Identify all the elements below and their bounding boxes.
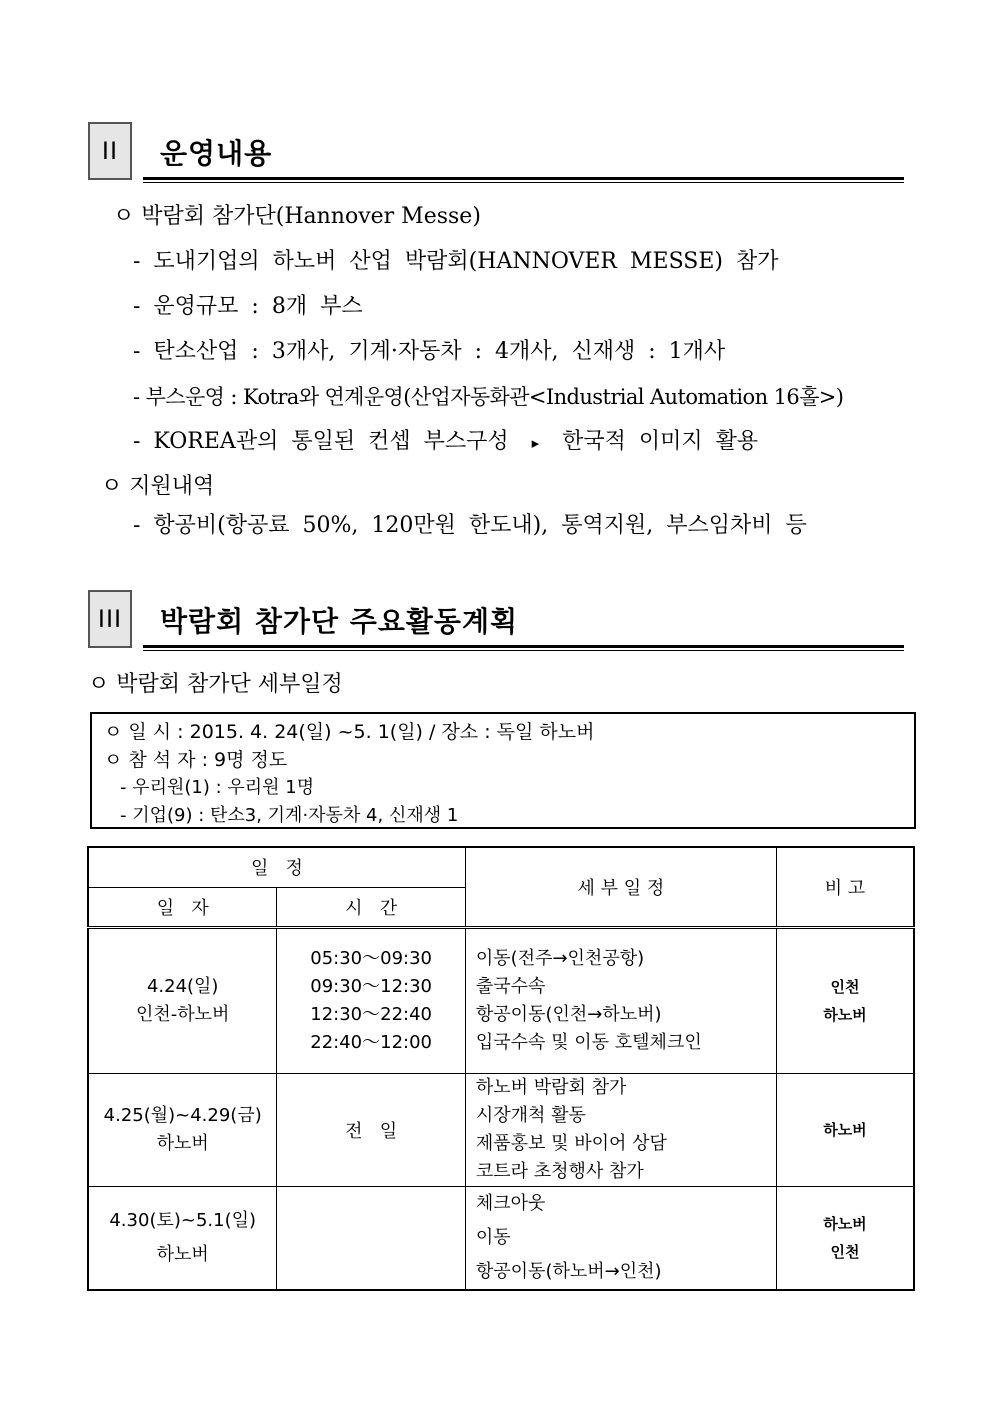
summary-institute: - 우리원(1) : 우리원 1명 <box>120 777 315 798</box>
item-participation: - 도내기업의 하노버 산업 박람회(HANNOVER MESSE) 참가 <box>133 249 779 274</box>
section-number: III <box>88 590 132 648</box>
section-title: 박람회 참가단 주요활동계획 <box>160 605 519 638</box>
table-row <box>88 1073 914 1186</box>
item-industries: - 탄소산업 : 3개사, 기계·자동차 : 4개사, 신재생 : 1개사 <box>133 339 726 364</box>
row-detail: 체크아웃 이동 항공이동(하노버→인천) <box>465 1186 776 1290</box>
bullet-support: ㅇ 지원내역 <box>101 474 215 499</box>
section-title: 운영내용 <box>160 137 273 170</box>
bullet-exhibition-team: ㅇ 박람회 참가단(Hannover Messe) <box>113 204 481 229</box>
section-divider <box>143 177 904 183</box>
row-detail: 하노버 박람회 참가 시장개척 활동 제품홍보 및 바이어 상담 코트라 초청행사 참가 <box>465 1073 776 1186</box>
header-schedule: 일 정 <box>88 847 465 887</box>
row-note: 하노버 <box>776 1073 914 1186</box>
row-date: 4.25(월)~4.29(금) 하노버 <box>88 1073 277 1186</box>
row-date: 4.30(토)~5.1(일) 하노버 <box>88 1186 277 1290</box>
row-date: 4.24(일) 인천-하노버 <box>88 927 277 1073</box>
header-time: 시 간 <box>277 887 466 927</box>
item-support-detail: - 항공비(항공료 50%, 120만원 한도내), 통역지원, 부스임차비 등 <box>133 513 807 538</box>
row-time: 05:30～09:30 09:30～12:30 12:30～22:40 22:40～12:00 <box>277 927 466 1073</box>
korean-image-text: 한국적 이미지 활용 <box>562 429 759 454</box>
summary-attendees: ㅇ 참 석 자 : 9명 정도 <box>104 749 288 771</box>
header-note: 비 고 <box>776 847 914 927</box>
header-detail: 세 부 일 정 <box>465 847 776 927</box>
summary-companies: - 기업(9) : 탄소3, 기계·자동차 4, 신재생 1 <box>120 805 459 826</box>
row-detail: 이동(전주→인천공항) 출국수속 항공이동(인천→하노버) 입국수속 및 이동 호텔체크인 <box>465 927 776 1073</box>
header-date: 일 자 <box>88 887 277 927</box>
bullet-detail-schedule: ㅇ 박람회 참가단 세부일정 <box>88 672 343 697</box>
summary-date-place: ㅇ 일 시 : 2015. 4. 24(일) ~5. 1(일) / 장소 : 독일 하노버 <box>104 721 595 743</box>
item-scale: - 운영규모 : 8개 부스 <box>133 294 363 319</box>
korea-pavilion-text: - KOREA관의 통일된 컨셉 부스구성 <box>133 429 509 454</box>
row-note: 인천 하노버 <box>776 927 914 1073</box>
section-number: II <box>88 122 132 180</box>
row-time <box>277 1186 466 1290</box>
arrow-right-icon: ▸ <box>531 434 540 452</box>
item-korea-pavilion <box>133 428 758 457</box>
row-time: 전 일 <box>277 1073 466 1186</box>
schedule-table <box>87 846 915 1291</box>
section-divider <box>143 645 904 651</box>
summary-box <box>90 712 916 829</box>
row-note: 하노버 인천 <box>776 1186 914 1290</box>
table-row <box>88 927 914 1073</box>
table-row <box>88 1186 914 1290</box>
item-booth-operation: - 부스운영 : Kotra와 연계운영(산업자동화관<Industrial Automation 16홀>) <box>133 385 844 409</box>
